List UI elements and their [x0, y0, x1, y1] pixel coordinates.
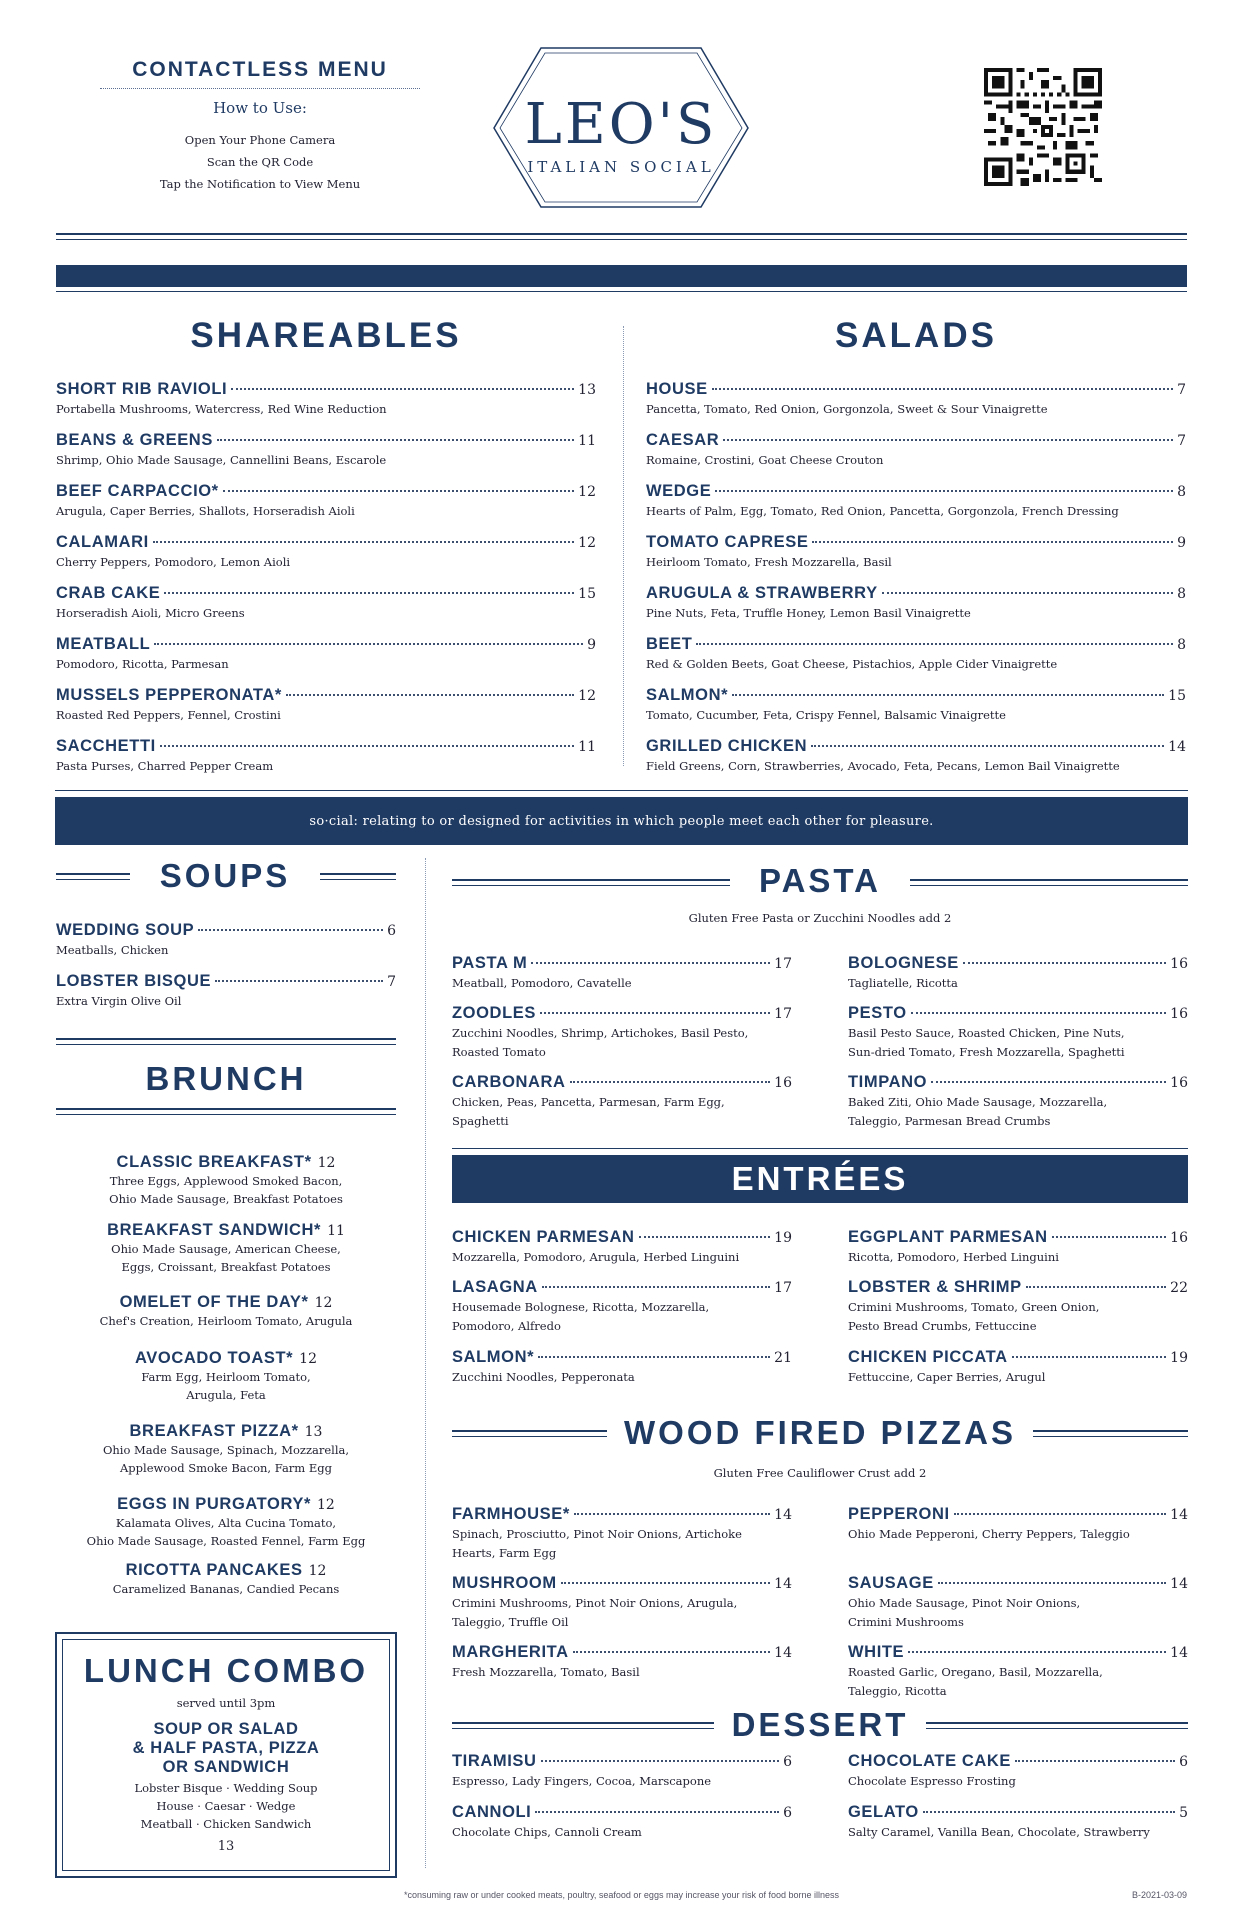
- menu-item-wedding-soup: [56, 921, 396, 959]
- item-description: Espresso, Lady Fingers, Cocoa, Marscapone: [452, 1774, 712, 1788]
- menu-item-carbonara: [452, 1073, 792, 1130]
- dot-leader: [723, 439, 1173, 441]
- menu-item-lobster-bisque: [56, 972, 396, 1010]
- dot-leader: [882, 592, 1173, 594]
- pizza-gluten-free-note: Gluten Free Cauliflower Crust add 2: [713, 1466, 927, 1480]
- lunch-offer-line-2: & HALF PASTA, PIZZA: [132, 1739, 320, 1757]
- brunch-item-breakfast-pizza: [56, 1421, 396, 1477]
- soups-rule-left: [56, 873, 130, 880]
- dot-leader: [1052, 1236, 1167, 1238]
- dot-leader: [541, 1760, 780, 1762]
- item-description: Field Greens, Corn, Strawberries, Avocado, Feta, Pecans, Lemon Bail Vinaigrette: [646, 759, 1120, 773]
- dot-leader: [639, 1236, 771, 1238]
- item-name: PESTO: [848, 1004, 907, 1022]
- item-name: CRAB CAKE: [56, 584, 161, 602]
- dot-leader: [153, 541, 574, 543]
- item-name: PEPPERONI: [848, 1505, 950, 1523]
- item-name: HOUSE: [646, 380, 708, 398]
- item-price: 11: [578, 739, 596, 755]
- item-description: Meatball, Pomodoro, Cavatelle: [452, 976, 632, 990]
- pasta-rule-right: [910, 879, 1188, 886]
- pizzas-title: WOOD FIRED PIZZAS: [624, 1414, 1016, 1451]
- item-price: 6: [783, 1754, 792, 1770]
- item-price: 8: [1177, 637, 1186, 653]
- item-price: 14: [774, 1507, 792, 1523]
- header-rule-3: [56, 291, 1187, 292]
- item-description: Housemade Bolognese, Ricotta, Mozzarella,: [452, 1300, 710, 1314]
- item-description: Extra Virgin Olive Oil: [56, 994, 182, 1008]
- item-description: Chef's Creation, Heirloom Tomato, Arugula: [99, 1314, 353, 1328]
- dot-leader: [954, 1513, 1166, 1515]
- pasta-gluten-free-note: Gluten Free Pasta or Zucchini Noodles add 2: [688, 911, 952, 925]
- raw-food-disclaimer: *consuming raw or under cooked meats, poultry, seafood or eggs may increase your risk of food borne illness: [403, 1890, 840, 1900]
- item-price: 12: [299, 1351, 317, 1367]
- contactless-menu-block: [100, 58, 420, 195]
- dot-leader: [542, 1286, 770, 1288]
- item-name: TIMPANO: [848, 1073, 928, 1091]
- menu-item-gelato: [848, 1803, 1188, 1841]
- item-name: ZOODLES: [452, 1004, 536, 1022]
- item-description: Ohio Made Sausage, Pinot Noir Onions,: [848, 1596, 1081, 1610]
- brunch-item-classic-breakfast: [56, 1152, 396, 1208]
- pasta-title: PASTA: [759, 862, 881, 899]
- entrees-title: ENTRÉES: [452, 1155, 1188, 1203]
- item-price: 6: [387, 923, 396, 939]
- menu-item-lobster-shrimp: [848, 1278, 1188, 1335]
- dot-leader: [908, 1651, 1166, 1653]
- item-description: Pomodoro, Alfredo: [452, 1319, 561, 1333]
- how-to-use-label: How to Use:: [213, 99, 307, 117]
- brunch-item-breakfast-sandwich: [56, 1220, 396, 1276]
- dot-leader: [1012, 1356, 1167, 1358]
- item-price: 13: [304, 1424, 323, 1440]
- dot-leader: [811, 745, 1164, 747]
- dot-leader: [923, 1811, 1175, 1813]
- item-name: TIRAMISU: [452, 1752, 537, 1770]
- item-name: WHITE: [848, 1643, 905, 1661]
- brunch-item-ricotta-pancakes: [56, 1560, 396, 1598]
- item-name: WEDDING SOUP: [56, 921, 195, 939]
- menu-item-sacchetti: [56, 737, 596, 775]
- menu-item-wedge: [646, 482, 1186, 520]
- item-price: 17: [774, 1006, 792, 1022]
- item-description: Spaghetti: [452, 1114, 509, 1128]
- item-name: BREAKFAST SANDWICH*: [107, 1221, 322, 1239]
- item-description: Chocolate Espresso Frosting: [848, 1774, 1016, 1788]
- dot-leader: [938, 1582, 1166, 1584]
- item-name: CAESAR: [646, 431, 720, 449]
- item-price: 17: [774, 956, 792, 972]
- item-name: LOBSTER BISQUE: [56, 972, 212, 990]
- lunch-combo-box: [55, 1632, 397, 1878]
- soups-rule-right: [320, 873, 396, 880]
- dot-leader: [812, 541, 1173, 543]
- item-description: Portabella Mushrooms, Watercress, Red Wine Reduction: [56, 402, 387, 416]
- menu-item-mussels-pepperonata: [56, 686, 596, 724]
- item-description: Chocolate Chips, Cannoli Cream: [452, 1825, 642, 1839]
- item-description: Ohio Made Pepperoni, Cherry Peppers, Taleggio: [848, 1527, 1130, 1541]
- lunch-option-line-2: House · Caesar · Wedge: [156, 1799, 296, 1813]
- item-name: BOLOGNESE: [848, 954, 959, 972]
- item-description: Sun-dried Tomato, Fresh Mozzarella, Spaghetti: [848, 1045, 1125, 1059]
- menu-item-eggplant-parmesan: [848, 1228, 1188, 1266]
- soups-title: SOUPS: [159, 857, 291, 894]
- column-divider-top: [623, 326, 624, 766]
- item-description: Red & Golden Beets, Goat Cheese, Pistachios, Apple Cider Vinaigrette: [646, 657, 1058, 671]
- menu-item-chocolate-cake: [848, 1752, 1188, 1790]
- item-price: 17: [774, 1280, 792, 1296]
- item-price: 11: [327, 1223, 345, 1239]
- dessert-title: DESSERT: [731, 1706, 909, 1743]
- item-description: Taleggio, Truffle Oil: [452, 1615, 569, 1629]
- pizzas-rule-right: [1033, 1430, 1188, 1437]
- item-price: 11: [578, 433, 596, 449]
- dot-leader: [1026, 1286, 1166, 1288]
- item-name: SHORT RIB RAVIOLI: [56, 380, 228, 398]
- item-price: 21: [774, 1350, 792, 1366]
- item-description: Eggs, Croissant, Breakfast Potatoes: [121, 1260, 331, 1274]
- header-band: [56, 265, 1187, 287]
- item-name: SALMON*: [646, 686, 729, 704]
- menu-item-pasta-m: [452, 954, 792, 992]
- item-description: Horseradish Aioli, Micro Greens: [56, 606, 245, 620]
- item-description: Roasted Garlic, Oregano, Basil, Mozzarella,: [848, 1665, 1103, 1679]
- item-price: 12: [578, 484, 596, 500]
- item-description: Crimini Mushrooms, Pinot Noir Onions, Arugula,: [452, 1596, 738, 1610]
- item-description: Meatballs, Chicken: [56, 943, 169, 957]
- item-description: Fettuccine, Caper Berries, Arugul: [848, 1370, 1046, 1384]
- item-description: Crimini Mushrooms: [848, 1615, 964, 1629]
- dot-leader: [963, 962, 1166, 964]
- menu-item-tomato-caprese: [646, 533, 1186, 571]
- item-description: Ricotta, Pomodoro, Herbed Linguini: [848, 1250, 1059, 1264]
- menu-item-bolognese: [848, 954, 1188, 992]
- item-price: 14: [1168, 739, 1186, 755]
- dot-leader: [931, 1081, 1166, 1083]
- dot-leader: [531, 962, 770, 964]
- item-price: 12: [578, 535, 596, 551]
- menu-item-beans-greens: [56, 431, 596, 469]
- dot-leader: [215, 980, 383, 982]
- item-name: FARMHOUSE*: [452, 1505, 570, 1523]
- item-description: Arugula, Caper Berries, Shallots, Horseradish Aioli: [56, 504, 355, 518]
- brunch-rule-bottom: [56, 1108, 396, 1115]
- dot-leader: [715, 490, 1173, 492]
- item-description: Pesto Bread Crumbs, Fettuccine: [848, 1319, 1037, 1333]
- menu-item-mushroom: [452, 1574, 792, 1631]
- item-description: Ohio Made Sausage, Roasted Fennel, Farm Egg: [86, 1534, 366, 1548]
- item-description: Romaine, Crostini, Goat Cheese Crouton: [646, 453, 884, 467]
- item-description: Heirloom Tomato, Fresh Mozzarella, Basil: [646, 555, 892, 569]
- lunch-option-line-3: Meatball · Chicken Sandwich: [140, 1817, 312, 1831]
- dot-leader: [286, 694, 574, 696]
- item-description: Chicken, Peas, Pancetta, Parmesan, Farm Egg,: [452, 1095, 725, 1109]
- menu-item-chicken-parmesan: [452, 1228, 792, 1266]
- item-name: CALAMARI: [56, 533, 149, 551]
- item-description: Taleggio, Parmesan Bread Crumbs: [848, 1114, 1051, 1128]
- item-name: AVOCADO TOAST*: [135, 1349, 294, 1367]
- item-name: BEET: [646, 635, 693, 653]
- dot-leader: [573, 1651, 771, 1653]
- brunch-item-omelet-of-the-day: [56, 1292, 396, 1330]
- item-description: Cherry Peppers, Pomodoro, Lemon Aioli: [56, 555, 291, 569]
- item-name: CANNOLI: [452, 1803, 532, 1821]
- salads-title: SALADS: [835, 316, 997, 355]
- item-price: 13: [578, 382, 596, 398]
- dot-leader: [160, 745, 574, 747]
- item-name: MUSHROOM: [452, 1574, 557, 1592]
- item-description: Ohio Made Sausage, American Cheese,: [111, 1242, 341, 1256]
- item-name: RICOTTA PANCAKES: [125, 1561, 303, 1579]
- dot-leader: [198, 929, 383, 931]
- item-price: 12: [578, 688, 596, 704]
- item-description: Zucchini Noodles, Shrimp, Artichokes, Basil Pesto,: [452, 1026, 749, 1040]
- item-name: MUSSELS PEPPERONATA*: [56, 686, 282, 704]
- item-description: Pancetta, Tomato, Red Onion, Gorgonzola, Sweet & Sour Vinaigrette: [646, 402, 1048, 416]
- item-name: SALMON*: [452, 1348, 535, 1366]
- step-1: Open Your Phone Camera: [184, 133, 336, 147]
- item-name: SAUSAGE: [848, 1574, 934, 1592]
- item-price: 16: [1170, 1230, 1188, 1246]
- item-description: Fresh Mozzarella, Tomato, Basil: [452, 1665, 640, 1679]
- social-definition-banner: so·cial: relating to or designed for activities in which people meet each other for pleasure.: [55, 797, 1188, 845]
- dot-leader: [538, 1356, 770, 1358]
- column-divider-bottom: [425, 858, 426, 1868]
- item-name: LOBSTER & SHRIMP: [848, 1278, 1022, 1296]
- item-name: WEDGE: [646, 482, 712, 500]
- item-price: 14: [774, 1576, 792, 1592]
- item-name: CHOCOLATE CAKE: [848, 1752, 1012, 1770]
- entrees-rule: [452, 1148, 1188, 1149]
- item-description: Arugula, Feta: [186, 1388, 266, 1402]
- dot-leader: [154, 643, 583, 645]
- item-description: Zucchini Noodles, Pepperonata: [452, 1370, 635, 1384]
- menu-item-zoodles: [452, 1004, 792, 1061]
- item-price: 14: [1170, 1507, 1188, 1523]
- header-rule-2: [56, 239, 1187, 240]
- item-name: TOMATO CAPRESE: [646, 533, 809, 551]
- menu-item-pepperoni: [848, 1505, 1188, 1543]
- item-price: 9: [587, 637, 596, 653]
- item-description: Roasted Red Peppers, Fennel, Crostini: [56, 708, 281, 722]
- item-name: SACCHETTI: [56, 737, 156, 755]
- item-name: ARUGULA & STRAWBERRY: [646, 584, 878, 602]
- lunch-combo-price: 13: [217, 1839, 235, 1854]
- item-description: Taleggio, Ricotta: [848, 1684, 947, 1698]
- item-price: 22: [1170, 1280, 1188, 1296]
- item-name: BEEF CARPACCIO*: [56, 482, 219, 500]
- item-description: Crimini Mushrooms, Tomato, Green Onion,: [848, 1300, 1100, 1314]
- item-description: Three Eggs, Applewood Smoked Bacon,: [109, 1174, 343, 1188]
- item-price: 16: [1170, 956, 1188, 972]
- qr-code[interactable]: [984, 68, 1102, 186]
- menu-item-salmon: [646, 686, 1186, 724]
- lunch-offer-line-1: SOUP OR SALAD: [153, 1720, 299, 1738]
- item-price: 12: [308, 1563, 327, 1579]
- dot-leader: [732, 694, 1164, 696]
- lunch-served-until: served until 3pm: [176, 1696, 276, 1710]
- item-description: Hearts, Farm Egg: [452, 1546, 557, 1560]
- menu-item-house: [646, 380, 1186, 418]
- menu-item-beef-carpaccio: [56, 482, 596, 520]
- item-description: Shrimp, Ohio Made Sausage, Cannellini Beans, Escarole: [56, 453, 387, 467]
- item-price: 7: [1177, 433, 1186, 449]
- item-description: Basil Pesto Sauce, Roasted Chicken, Pine Nuts,: [848, 1026, 1125, 1040]
- banner-rule: [55, 790, 1188, 791]
- item-price: 12: [314, 1295, 333, 1311]
- item-name: CHICKEN PARMESAN: [452, 1228, 635, 1246]
- item-description: Hearts of Palm, Egg, Tomato, Red Onion, Pancetta, Gorgonzola, French Dressing: [646, 504, 1119, 518]
- menu-item-chicken-piccata: [848, 1348, 1188, 1386]
- brunch-rule-top: [56, 1038, 396, 1045]
- item-name: EGGPLANT PARMESAN: [848, 1228, 1048, 1246]
- item-description: Baked Ziti, Ohio Made Sausage, Mozzarella,: [848, 1095, 1108, 1109]
- item-description: Caramelized Bananas, Candied Pecans: [112, 1582, 340, 1596]
- item-price: 15: [578, 586, 596, 602]
- item-price: 7: [387, 974, 396, 990]
- step-3: Tap the Notification to View Menu: [159, 177, 361, 191]
- item-description: Applewood Smoke Bacon, Farm Egg: [120, 1461, 332, 1475]
- item-name: OMELET OF THE DAY*: [119, 1293, 309, 1311]
- menu-item-tiramisu: [452, 1752, 792, 1790]
- item-price: 6: [783, 1805, 792, 1821]
- item-description: Pasta Purses, Charred Pepper Cream: [56, 759, 274, 773]
- dot-leader: [570, 1081, 771, 1083]
- menu-item-grilled-chicken: [646, 737, 1186, 775]
- menu-item-caesar: [646, 431, 1186, 469]
- brunch-item-eggs-in-purgatory: [56, 1494, 396, 1550]
- item-name: GRILLED CHICKEN: [646, 737, 808, 755]
- menu-item-margherita: [452, 1643, 792, 1681]
- item-description: Roasted Tomato: [452, 1045, 546, 1059]
- brunch-item-avocado-toast: [56, 1348, 396, 1404]
- item-name: BEANS & GREENS: [56, 431, 213, 449]
- menu-item-short-rib-ravioli: [56, 380, 596, 418]
- item-description: Pine Nuts, Feta, Truffle Honey, Lemon Basil Vinaigrette: [646, 606, 971, 620]
- menu-item-beet: [646, 635, 1186, 673]
- menu-item-meatball: [56, 635, 596, 673]
- item-name: PASTA M: [452, 954, 528, 972]
- dot-leader: [712, 388, 1173, 390]
- item-price: 12: [317, 1155, 336, 1171]
- item-description: Farm Egg, Heirloom Tomato,: [141, 1370, 311, 1384]
- menu-item-arugula-strawberry: [646, 584, 1186, 622]
- menu-item-salmon: [452, 1348, 792, 1386]
- item-name: CLASSIC BREAKFAST*: [116, 1153, 312, 1171]
- pizzas-rule-left: [452, 1430, 607, 1437]
- menu-item-white: [848, 1643, 1188, 1700]
- dot-leader: [231, 388, 574, 390]
- dot-leader: [561, 1582, 770, 1584]
- item-name: BREAKFAST PIZZA*: [129, 1422, 299, 1440]
- lunch-option-line-1: Lobster Bisque · Wedding Soup: [134, 1781, 318, 1795]
- menu-item-pesto: [848, 1004, 1188, 1061]
- item-name: LASAGNA: [452, 1278, 538, 1296]
- step-2: Scan the QR Code: [206, 155, 314, 169]
- item-description: Tomato, Cucumber, Feta, Crispy Fennel, Balsamic Vinaigrette: [646, 708, 1006, 722]
- menu-item-timpano: [848, 1073, 1188, 1130]
- item-name: MARGHERITA: [452, 1643, 569, 1661]
- dot-leader: [217, 439, 574, 441]
- item-name: EGGS IN PURGATORY*: [117, 1495, 312, 1513]
- item-description: Ohio Made Sausage, Spinach, Mozzarella,: [102, 1443, 350, 1457]
- item-description: Spinach, Prosciutto, Pinot Noir Onions, Artichoke: [452, 1527, 742, 1541]
- dot-leader: [1015, 1760, 1175, 1762]
- menu-item-calamari: [56, 533, 596, 571]
- header-rule-1: [56, 233, 1187, 235]
- item-price: 9: [1177, 535, 1186, 551]
- dot-leader: [164, 592, 574, 594]
- item-name: CARBONARA: [452, 1073, 566, 1091]
- dot-leader: [911, 1012, 1167, 1014]
- shareables-title: SHAREABLES: [190, 316, 462, 355]
- item-price: 15: [1168, 688, 1186, 704]
- item-price: 16: [1170, 1075, 1188, 1091]
- dessert-rule-right: [926, 1722, 1188, 1729]
- item-price: 8: [1177, 484, 1186, 500]
- logo-name: LEO'S: [524, 92, 718, 157]
- item-name: MEATBALL: [56, 635, 151, 653]
- menu-item-sausage: [848, 1574, 1188, 1631]
- item-name: GELATO: [848, 1803, 919, 1821]
- item-price: 5: [1179, 1805, 1188, 1821]
- menu-version-code: B-2021-03-09: [1131, 1890, 1187, 1900]
- item-price: 14: [1170, 1576, 1188, 1592]
- item-price: 7: [1177, 382, 1186, 398]
- menu-item-crab-cake: [56, 584, 596, 622]
- menu-item-lasagna: [452, 1278, 792, 1335]
- pasta-rule-left: [452, 879, 730, 886]
- menu-item-cannoli: [452, 1803, 792, 1841]
- item-price: 12: [317, 1497, 335, 1513]
- item-price: 14: [774, 1645, 792, 1661]
- dot-leader: [535, 1811, 779, 1813]
- item-price: 14: [1170, 1645, 1188, 1661]
- dot-leader: [540, 1012, 770, 1014]
- item-price: 19: [1170, 1350, 1188, 1366]
- menu-item-farmhouse: [452, 1505, 792, 1562]
- item-description: Mozzarella, Pomodoro, Arugula, Herbed Linguini: [452, 1250, 740, 1264]
- item-description: Pomodoro, Ricotta, Parmesan: [56, 657, 229, 671]
- logo-tagline: ITALIAN SOCIAL: [527, 158, 715, 176]
- dot-leader: [574, 1513, 770, 1515]
- item-description: Kalamata Olives, Alta Cucina Tomato,: [115, 1516, 337, 1530]
- item-description: Salty Caramel, Vanilla Bean, Chocolate, Strawberry: [848, 1825, 1150, 1839]
- item-price: 6: [1179, 1754, 1188, 1770]
- brunch-title: BRUNCH: [145, 1060, 307, 1097]
- item-description: Ohio Made Sausage, Breakfast Potatoes: [109, 1192, 343, 1206]
- dessert-rule-left: [452, 1722, 714, 1729]
- item-price: 16: [1170, 1006, 1188, 1022]
- lunch-offer-line-3: OR SANDWICH: [162, 1758, 290, 1776]
- lunch-combo-title: LUNCH COMBO: [83, 1652, 369, 1689]
- leos-logo: [486, 40, 756, 215]
- item-description: Tagliatelle, Ricotta: [848, 976, 958, 990]
- item-price: 8: [1177, 586, 1186, 602]
- contactless-title: CONTACTLESS MENU: [100, 58, 420, 89]
- dot-leader: [223, 490, 574, 492]
- item-price: 16: [774, 1075, 792, 1091]
- dot-leader: [696, 643, 1173, 645]
- item-price: 19: [774, 1230, 792, 1246]
- item-name: CHICKEN PICCATA: [848, 1348, 1008, 1366]
